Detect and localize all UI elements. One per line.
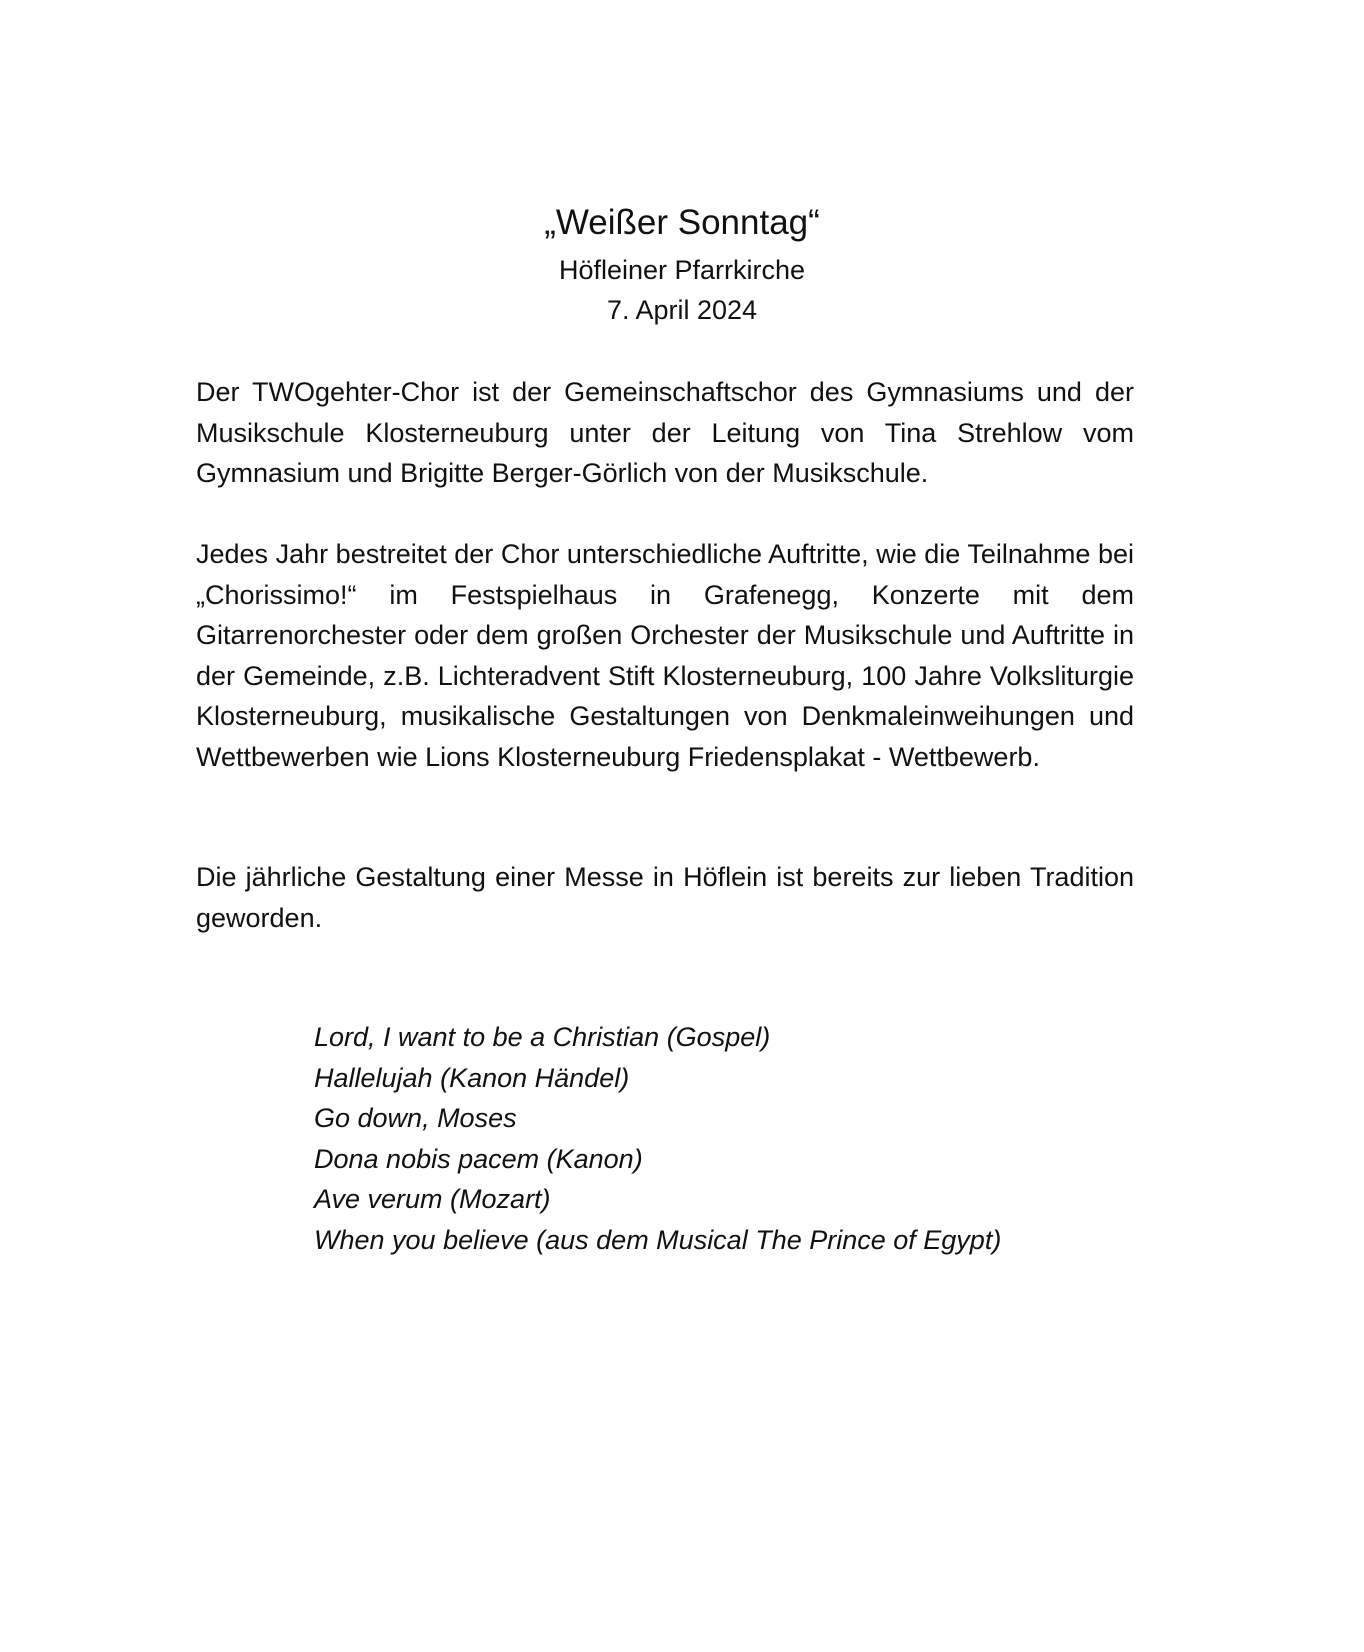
page-title: „Weißer Sonntag“ <box>544 203 820 242</box>
event-location: Höfleiner Pfarrkirche <box>558 255 806 285</box>
paragraph-choir-intro: Der TWOgehter-Chor ist der Gemeinschaftschor des Gymnasiums und der Musikschule Klosterneuburg unter der Leitung von Tina Strehlow vom Gymnasium und Brigitte Berger-Görlich von der Musikschule. <box>196 377 1134 488</box>
song-list <box>314 1017 1001 1260</box>
song-item: When you believe (aus dem Musical The Prince of Egypt) <box>314 1224 1002 1255</box>
song-item: Lord, I want to be a Christian (Gospel) <box>314 1022 771 1052</box>
song-item: Hallelujah (Kanon Händel) <box>314 1062 630 1093</box>
paragraph-performances: Jedes Jahr bestreitet der Chor unterschiedliche Auftritte, wie die Teilnahme bei „Chorissimo!“ im Festspielhaus in Grafenegg, Konzerte mit dem Gitarrenorchester oder dem großen Orchester der Musikschule und Auftritte in der Gemeinde, z.B. Lichteradvent Stift Klosterneuburg, 100 Jahre Volksliturgie Klosterneuburg, musikalische Gestaltungen von Denkmaleinweihungen und Wettbewerben wie Lions Klosterneuburg Friedensplakat - Wettbewerb. <box>196 539 1134 772</box>
song-item: Go down, Moses <box>314 1103 517 1133</box>
event-date: 7. April 2024 <box>606 295 758 325</box>
paragraph-tradition: Die jährliche Gestaltung einer Messe in Höflein ist bereits zur lieben Tradition geworden. <box>196 862 1134 933</box>
song-item: Dona nobis pacem (Kanon) <box>314 1143 643 1174</box>
song-item: Ave verum (Mozart) <box>314 1184 551 1214</box>
